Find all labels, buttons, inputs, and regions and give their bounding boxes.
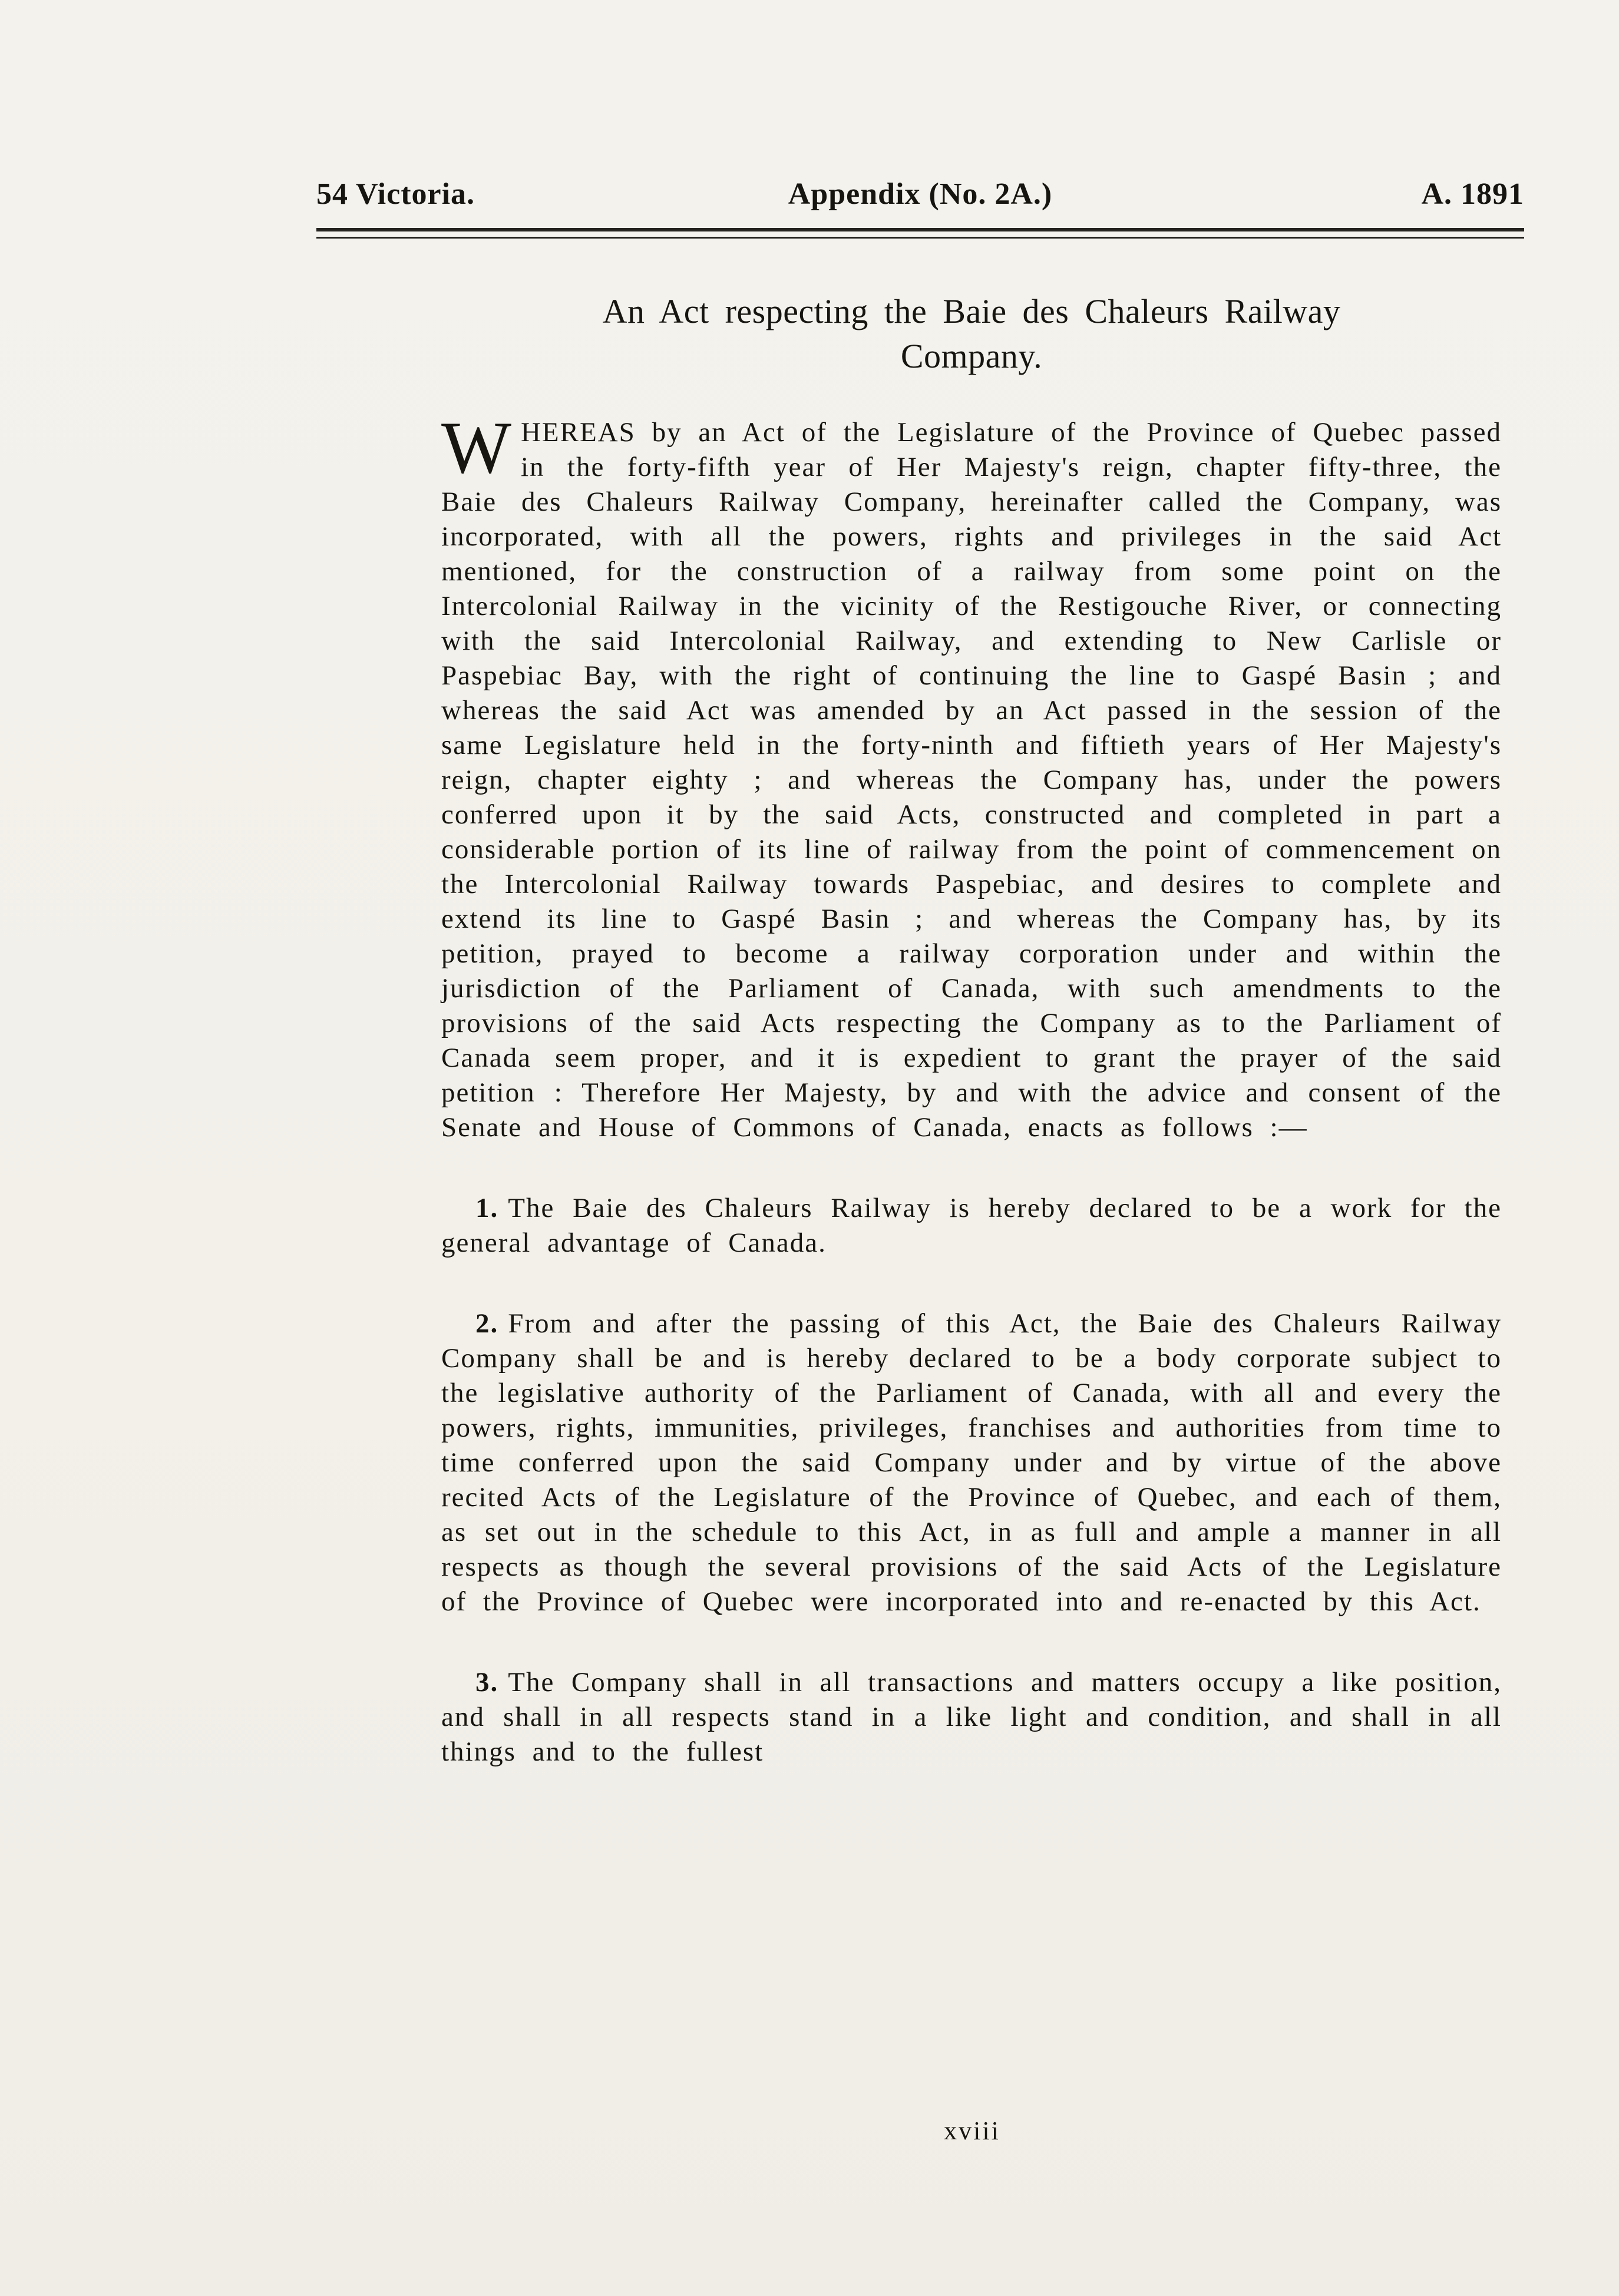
dropcap-initial: W [441, 407, 511, 489]
page-number: xviii [944, 2116, 1000, 2145]
text-column [441, 289, 1502, 1769]
preamble-paragraph [441, 407, 1502, 1145]
section-2-paragraph [441, 1306, 1502, 1619]
section-3-paragraph [441, 1665, 1502, 1769]
page-content [316, 177, 1524, 1769]
header-year: A. 1891 [1421, 177, 1524, 211]
preamble-text: HEREAS by an Act of the Legislature of the Province of Quebec passed in the forty-fifth year of Her Majesty's reign, chapter fifty-three, the Baie des Chaleurs Railway Company, hereinafter called the Company, was incorporated, with all the powers, rights and privileges in the said Act mentioned, for the construction of a railway from some point on the Intercolonial Railway in the vicinity of the Restigouche River, or connecting with the said Intercolonial Railway, and extending to New Carlisle or Paspebiac Bay, with the right of continuing the line to Gaspé Basin ; and whereas the said Act was amended by an Act passed in the session of the same Legislature held in the forty-ninth and fiftieth years of Her Majesty's reign, chapter eighty ; and whereas the Company has, under the powers conferred upon it by the said Acts, constructed and completed in part a considerable portion of its line of railway from the point of commencement on the Intercolonial Railway towards Paspebiac, and desires to complete and extend its line to Gaspé Basin ; and whereas the Company has, by its petition, prayed to become a railway corporation under and within the jurisdiction of the Parliament of Canada, with such amendments to the provisions of the said Acts respecting the Company as to the Parliament of Canada seem proper, and it is expedient to grant the prayer of the said petition : Therefore Her Majesty, by and with the advice and consent of the Senate and House of Commons of Canada, enacts as follows :— [441, 417, 1502, 1143]
act-title [441, 289, 1502, 379]
running-header [316, 177, 1524, 211]
header-double-rule [316, 228, 1524, 239]
section-2-text: From and after the passing of this Act, the Baie des Chaleurs Railway Company shall be and is hereby declared to be a body corporate subject to the legislative authority of the Parliament of Canada, with all and every the powers, rights, immunities, privileges, franchises and authorities from time to time conferred upon the said Company under and by virtue of the above recited Acts of the Legislature of the Province of Quebec, and each of them, as set out in the schedule to this Act, in as full and ample a manner in all respects as though the several provisions of the said Acts of the Legislature of the Province of Quebec were incorporated into and re-enacted by this Act. [441, 1308, 1502, 1617]
section-3-text: The Company shall in all transactions and matters occupy a like position, and shall in all respects stand in a like light and condition, and shall in all things and to the fullest [441, 1667, 1502, 1767]
section-2-number: 2. [475, 1308, 499, 1339]
header-appendix-label: Appendix (No. 2A.) [788, 177, 1053, 211]
act-title-line-2: Company. [900, 337, 1043, 375]
section-1-text: The Baie des Chaleurs Railway is hereby declared to be a work for the general advantage of Canada. [441, 1193, 1502, 1258]
section-3-number: 3. [475, 1667, 499, 1698]
act-title-line-1: An Act respecting the Baie des Chaleurs Railway [602, 292, 1341, 330]
header-volume: 54 Victoria. [316, 177, 475, 211]
section-1-paragraph [441, 1191, 1502, 1261]
section-1-number: 1. [475, 1193, 499, 1223]
